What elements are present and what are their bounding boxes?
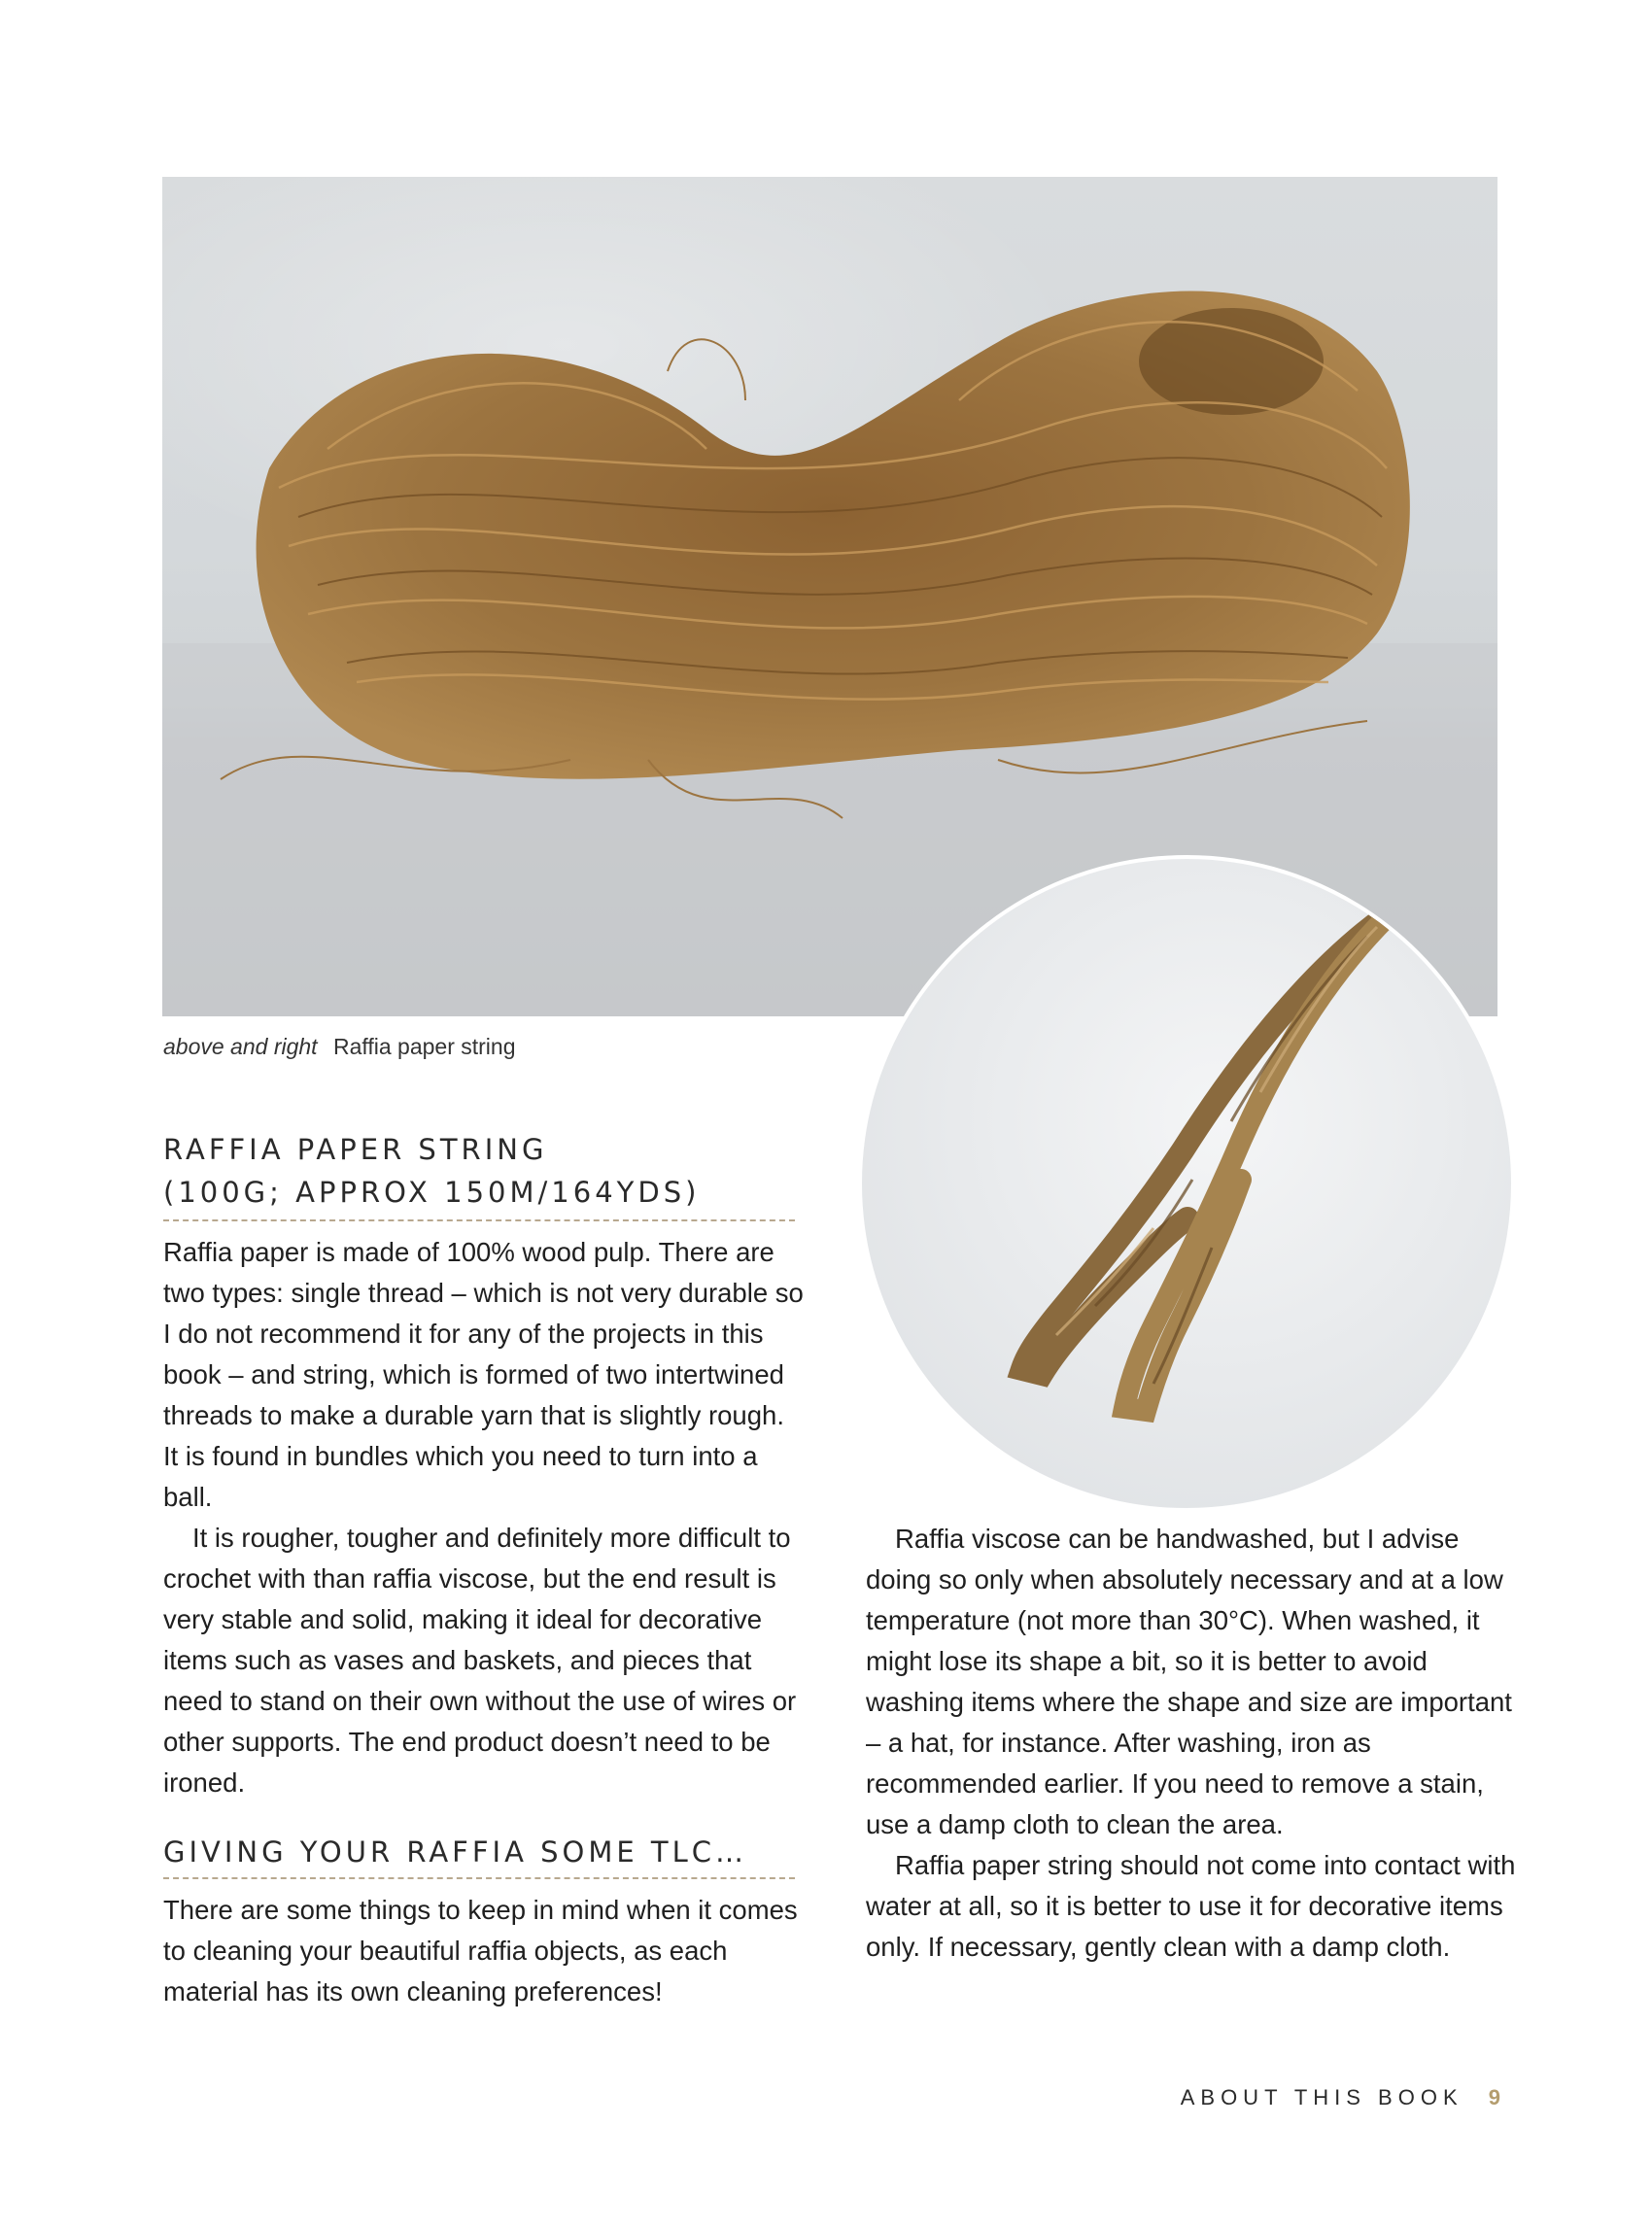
paragraph: Raffia viscose can be handwashed, but I advise doing so only when absolutely necessary and at a low temperature (not more than 30°C). When washed, it might lose its shape a bit, so it is better to avoid washing items where the shape and size are important – a hat, for instance. After washing, iron as recommended earlier. If you need to remove a stain, use a damp cloth to clean the area. xyxy=(866,1524,1512,1839)
page-number: 9 xyxy=(1488,2085,1500,2109)
left-column-section2 xyxy=(163,1890,805,2012)
heading-divider xyxy=(163,1219,795,1221)
caption-text: Raffia paper string xyxy=(332,1034,516,1059)
string-closeup-photo xyxy=(858,855,1515,1512)
photo-caption xyxy=(163,1034,515,1060)
footer-section-title: ABOUT THIS BOOK xyxy=(1180,2085,1463,2109)
heading-text: GIVING YOUR RAFFIA SOME TLC… xyxy=(163,1835,748,1869)
twisted-string-illustration xyxy=(862,859,1511,1508)
section-heading-giving-raffia-tlc xyxy=(163,1831,795,1873)
paragraph: Raffia paper string should not come into contact with water at all, so it is better to use it for decorative items only. If necessary, gently clean with a damp cloth. xyxy=(866,1850,1516,1962)
caption-lead: above and right xyxy=(163,1034,318,1059)
right-column xyxy=(866,1519,1517,1968)
heading-line-2: (100G; APPROX 150M/164YDS) xyxy=(163,1176,701,1209)
page-footer xyxy=(1181,2085,1500,2110)
heading-line-1: RAFFIA PAPER STRING xyxy=(163,1133,548,1166)
heading-divider xyxy=(163,1877,795,1879)
paragraph: There are some things to keep in mind when it comes to cleaning your beautiful raffia objects, as each material has its own cleaning preferences! xyxy=(163,1895,798,2006)
paragraph: Raffia paper is made of 100% wood pulp. There are two types: single thread – which is not very durable so I do not recommend it for any of the projects in this book – and string, which is formed of two intertwined threads to make a durable yarn that is slightly rough. It is found in bundles which you need to turn into a ball. xyxy=(163,1237,804,1512)
left-column xyxy=(163,1232,805,1803)
twisted-string-shape xyxy=(1022,917,1387,1411)
section-heading-raffia-paper-string xyxy=(163,1128,795,1214)
paragraph: It is rougher, tougher and definitely more difficult to crochet with than raffia viscose, but the end result is very stable and solid, making it ideal for decorative items such as vases and baskets, and pieces that need to stand on their own without the use of wires or other supports. The end product doesn’t need to be ironed. xyxy=(163,1523,797,1798)
